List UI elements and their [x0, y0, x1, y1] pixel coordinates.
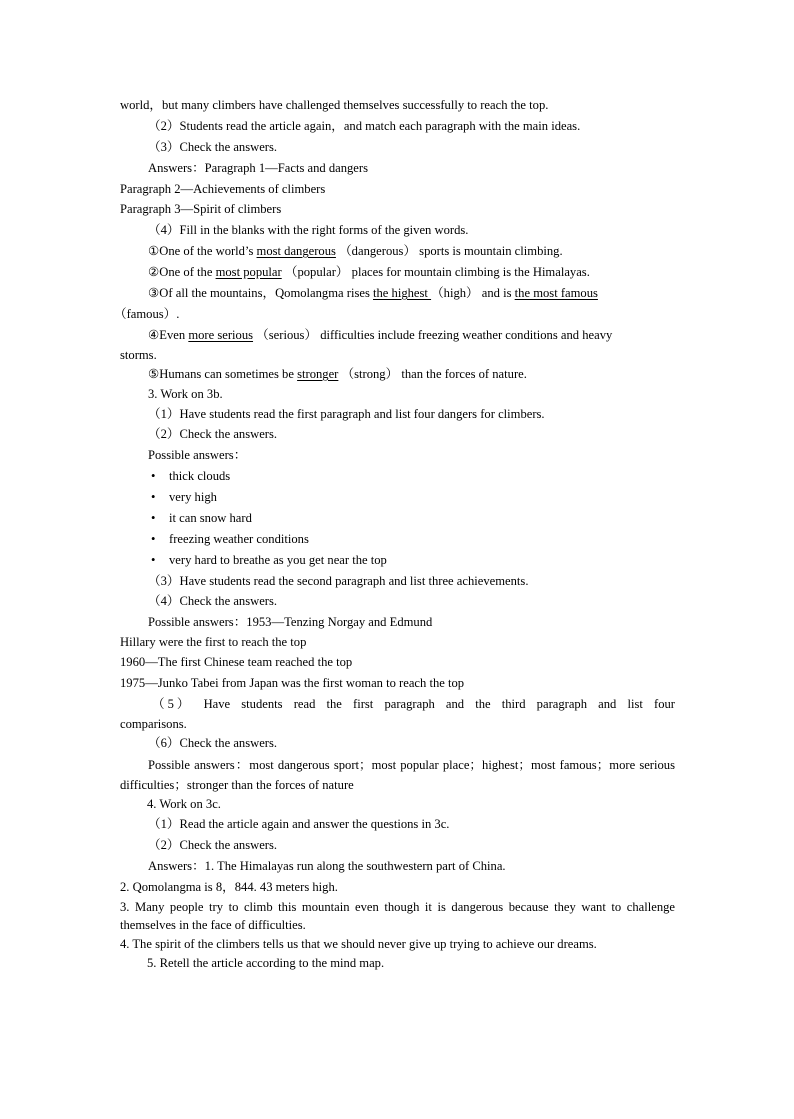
answer-blank: most dangerous — [256, 244, 336, 258]
bullet-icon: • — [151, 553, 156, 567]
text-line: Paragraph 2—Achievements of climbers — [120, 182, 326, 196]
blank-question-1 — [148, 243, 563, 260]
question-text: （serious） difficulties include freezing weather conditions and heavy — [253, 328, 613, 342]
bullet-icon: • — [151, 469, 156, 483]
text-line: （3）Check the answers. — [148, 140, 278, 154]
text-line: storms. — [120, 348, 157, 362]
question-text: ②One of the — [148, 265, 216, 279]
question-text: ①One of the world’s — [148, 244, 257, 258]
text-paragraph: （5） Have students read the first paragraph and the third paragraph and list four comparisons. — [120, 697, 675, 731]
blank-question-2 — [148, 264, 590, 281]
text-line: （3）Have students read the second paragraph and list three achievements. — [148, 574, 529, 588]
text-line: 3. Work on 3b. — [148, 387, 223, 401]
text-line: （2）Check the answers. — [148, 838, 278, 852]
text-paragraph: Possible answers：most dangerous sport；most popular place；highest；most famous；more serious difficulties；stronger than the forces of nature — [120, 758, 675, 792]
text-line: 2. Qomolangma is 8，844. 43 meters high. — [120, 880, 338, 894]
text-line: 4. The spirit of the climbers tells us that we should never give up trying to achieve our dreams. — [120, 937, 597, 951]
question-text: ③Of all the mountains，Qomolangma rises — [148, 286, 373, 300]
text-line: （famous）. — [114, 307, 180, 321]
text-line: Hillary were the first to reach the top — [120, 635, 307, 649]
text-line: （2）Students read the article again，and match each paragraph with the main ideas. — [148, 119, 581, 133]
text-line: 1960—The first Chinese team reached the top — [120, 655, 353, 669]
text-line: （2）Check the answers. — [148, 427, 278, 441]
text-line: Possible answers：1953—Tenzing Norgay and Edmund — [148, 615, 433, 629]
text-line: （1）Read the article again and answer the questions in 3c. — [148, 817, 450, 831]
answer-blank: the highest — [373, 286, 432, 300]
question-text: ⑤Humans can sometimes be — [148, 367, 298, 381]
answer-blank: the most famous — [514, 286, 598, 300]
question-text: （strong） than the forces of nature. — [338, 367, 527, 381]
list-item-text: it can snow hard — [169, 511, 252, 525]
answer-blank: stronger — [297, 367, 339, 381]
text-line: Possible answers： — [148, 448, 247, 462]
question-text: （dangerous） sports is mountain climbing. — [335, 244, 563, 258]
text-line: Paragraph 3—Spirit of climbers — [120, 202, 282, 216]
list-item-text: freezing weather conditions — [169, 532, 309, 546]
bullet-icon: • — [151, 490, 156, 504]
bullet-icon: • — [151, 511, 156, 525]
text-line: Answers：Paragraph 1—Facts and dangers — [148, 161, 368, 175]
text-line: （1）Have students read the first paragraph and list four dangers for climbers. — [148, 407, 545, 421]
text-line: 5. Retell the article according to the mind map. — [147, 956, 385, 970]
question-text: （high） and is — [431, 286, 515, 300]
list-item-text: very hard to breathe as you get near the top — [169, 553, 387, 567]
answer-blank: more serious — [188, 328, 254, 342]
text-line: Answers：1. The Himalayas run along the southwestern part of China. — [148, 859, 506, 873]
bullet-icon: • — [151, 532, 156, 546]
blank-question-5 — [148, 366, 527, 383]
text-line: （4）Fill in the blanks with the right forms of the given words. — [148, 223, 469, 237]
blank-question-3 — [148, 285, 598, 302]
text-line: 4. Work on 3c. — [147, 797, 221, 811]
text-paragraph: 3. Many people try to climb this mountain even though it is dangerous because they want to challenge themselves in the face of difficulties. — [120, 900, 675, 932]
text-line: 1975—Junko Tabei from Japan was the first woman to reach the top — [120, 676, 465, 690]
list-item-text: thick clouds — [169, 469, 231, 483]
question-text: （popular） places for mountain climbing is the Himalayas. — [281, 265, 590, 279]
question-text: ④Even — [148, 328, 189, 342]
text-line: world，but many climbers have challenged themselves successfully to reach the top. — [120, 98, 549, 112]
answer-blank: most popular — [215, 265, 282, 279]
list-item-text: very high — [169, 490, 217, 504]
text-line: （4）Check the answers. — [148, 594, 278, 608]
text-line: （6）Check the answers. — [148, 736, 278, 750]
blank-question-4 — [148, 327, 612, 344]
